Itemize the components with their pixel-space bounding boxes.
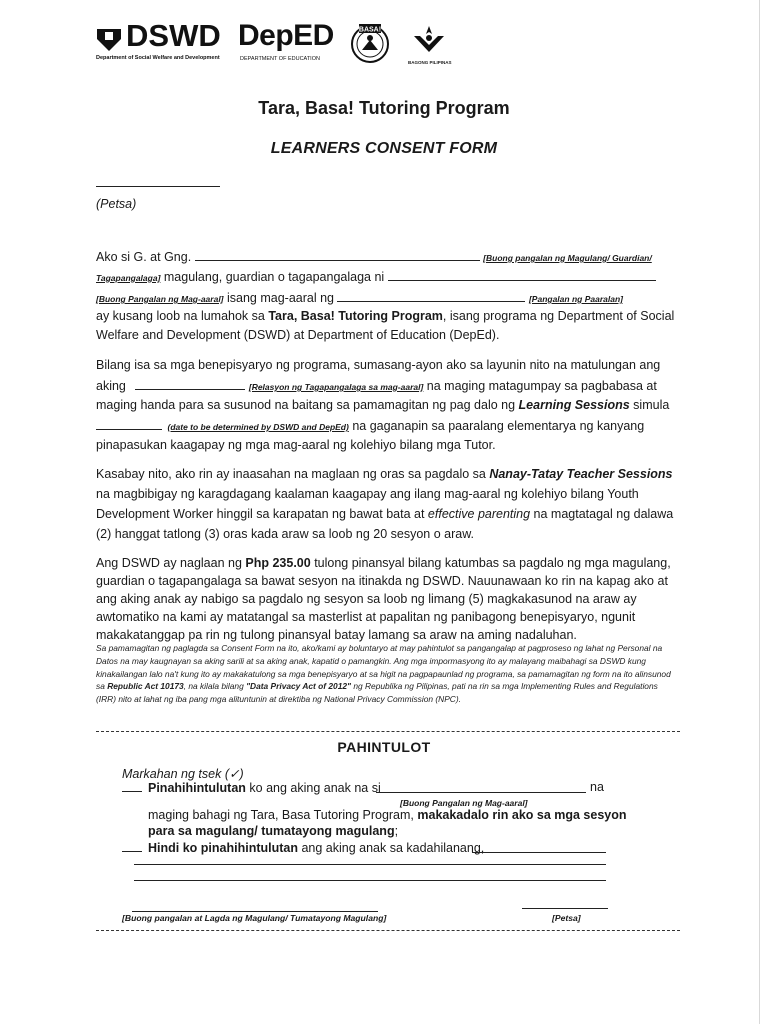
data-privacy-act: "Data Privacy Act of 2012" bbox=[246, 681, 352, 692]
deny-reason-line3[interactable] bbox=[134, 880, 606, 881]
para2-text: maging handa para sa susunod na baitang sa pamamagitan ng pag dalo ng bbox=[96, 398, 519, 412]
signature-field[interactable] bbox=[132, 911, 378, 912]
republic-act: Republic Act 10173 bbox=[107, 681, 184, 692]
para1-line1 bbox=[96, 248, 676, 265]
relationship-field[interactable] bbox=[135, 377, 245, 390]
deped-wordmark: DepED bbox=[238, 19, 334, 52]
allow-line3 bbox=[148, 824, 398, 838]
para4-line2: guardian o tagapangalaga sa bawat sesyon na itinakda ng DSWD. Nauunawaan ko rin na kapag ako at bbox=[96, 574, 668, 588]
consent-option-deny bbox=[122, 840, 484, 855]
guardian-hint: Tagapangalaga] bbox=[96, 273, 161, 283]
allow-attend-text: makakadalo rin ako sa mga sesyon bbox=[417, 808, 627, 822]
para2-line4 bbox=[96, 417, 676, 434]
allowance-amount: Php 235.00 bbox=[245, 556, 311, 570]
privacy-notice bbox=[96, 642, 680, 706]
para2-text: na gaganapin sa paaralang elementarya ng kanyang bbox=[348, 419, 645, 433]
privacy-text: Sa pamamagitan ng paglagda sa Consent Form na ito, ako/kami ay boluntaryo at may pahintulot sa pangangalap at pagproseso ng lahat ng Personal na Datos na may kaugnayan sa aking sarili at sa aking anak, kapatid o pamangkin. Ang mga impormasyong ito ay malayang maibahagi sa DSWD kung kinakailangan lalo na't kung ito ay makakatulong sa mga benepisyaryo at sa higit na pagpapaunlad ng programa, sa pamamagitan ng form na ito alinsunod sa bbox=[96, 643, 671, 692]
privacy-text: , na kilala bilang bbox=[183, 681, 247, 692]
para1-line2 bbox=[96, 268, 676, 285]
deny-reason-line2[interactable] bbox=[134, 864, 606, 865]
program-title: Tara, Basa! Tutoring Program bbox=[258, 98, 510, 118]
parent-name-field[interactable] bbox=[195, 248, 480, 261]
para1-text: ay kusang loob na lumahok sa bbox=[96, 309, 269, 323]
para1-line5: Welfare and Development (DSWD) at Department of Education (DepEd). bbox=[96, 328, 500, 342]
divider-bottom bbox=[96, 930, 680, 931]
dswd-emblem-icon bbox=[96, 26, 122, 52]
para2-text: aking bbox=[96, 379, 126, 393]
dswd-subtitle: Department of Social Welfare and Development bbox=[96, 55, 220, 61]
deny-checkbox[interactable] bbox=[122, 840, 142, 852]
para3-line4: (2) hanggat tatlong (3) oras kada araw sa loob ng 20 sesyon o araw. bbox=[96, 527, 475, 541]
privacy-text: ng Republika ng Pilipinas, pati na rin sa mga Implementing Rules and Regulations (IRR) nito at lahat ng iba pang mga alituntunin at direktiba ng National Privacy Commission (NPC). bbox=[96, 681, 658, 705]
para1-text: Ako si G. at Gng. bbox=[96, 250, 192, 264]
divider-top bbox=[96, 731, 680, 732]
check-instruction: Markahan ng tsek (✓) bbox=[122, 767, 244, 781]
para2-line1: Bilang isa sa mga benepisyaryo ng programa, sumasang-ayon ako sa layunin nito na matulungan ang bbox=[96, 358, 661, 372]
para1-line3 bbox=[96, 289, 676, 306]
allow-text: maging bahagi ng Tara, Basa Tutoring Program, bbox=[148, 808, 418, 822]
learning-sessions-term: Learning Sessions bbox=[518, 398, 630, 412]
consent-section-title: PAHINTULOT bbox=[337, 739, 431, 755]
date-label: (Petsa) bbox=[96, 197, 137, 211]
para2-text: simula bbox=[629, 398, 670, 412]
deny-text: ang aking anak sa kadahilanang, bbox=[297, 841, 485, 855]
para2-text: na maging matagumpay sa pagbabasa at bbox=[423, 379, 657, 393]
form-title: LEARNERS CONSENT FORM bbox=[270, 140, 498, 157]
para4-line5: makakatanggap pa rin ng tulong pinansyal batay lamang sa araw na aming nadaluhan. bbox=[96, 628, 577, 642]
school-name-hint: [Pangalan ng Paaralan] bbox=[528, 294, 623, 304]
allow-attend-text: para sa magulang/ tumatayong magulang bbox=[148, 824, 395, 838]
para3-text: Development Worker hinggil sa karapatan ng bawat bata at bbox=[96, 507, 428, 521]
consent-option-allow bbox=[122, 780, 381, 795]
allow-text-na: na bbox=[590, 780, 604, 794]
allow-text: ko ang aking anak na si bbox=[245, 781, 381, 795]
school-name-field[interactable] bbox=[337, 289, 525, 302]
para3-line3 bbox=[96, 506, 676, 522]
para4-text: Ang DSWD ay naglaan ng bbox=[96, 556, 246, 570]
learner-name-field[interactable] bbox=[388, 268, 656, 281]
relationship-hint: [Relasyon ng Tagapangalaga sa mag-aaral] bbox=[248, 382, 424, 392]
para3-line1 bbox=[96, 466, 676, 482]
start-date-field[interactable] bbox=[96, 417, 162, 430]
svg-text:BASA!: BASA! bbox=[358, 26, 382, 34]
signature-label: [Buong pangalan at Lagda ng Magulang/ Tumatayong Magulang] bbox=[122, 913, 387, 923]
tara-basa-logo-icon bbox=[348, 20, 392, 64]
program-name: Tara, Basa! Tutoring Program bbox=[268, 309, 443, 323]
date-field-line[interactable] bbox=[96, 186, 220, 187]
bagong-pilipinas-subtitle: BAGONG PILIPINAS bbox=[408, 60, 452, 65]
allow-text: ; bbox=[394, 824, 399, 838]
consent-learner-name-field[interactable] bbox=[376, 792, 586, 793]
para2-line3 bbox=[96, 397, 676, 413]
nanay-tatay-term: Nanay-Tatay Teacher Sessions bbox=[489, 467, 673, 481]
para2-line2 bbox=[96, 377, 676, 394]
para4-line3: ang aking anak ay nabigo sa pagdalo ng sesyon sa loob ng limang (5) magkakasunod na araw ay bbox=[96, 592, 637, 606]
allow-line2 bbox=[148, 808, 627, 822]
consent-learner-name-hint: [Buong Pangalan ng Mag-aaral] bbox=[400, 798, 528, 808]
para4-text: tulong pinansyal bilang katumbas sa pagdalo ng mga magulang, bbox=[310, 556, 671, 570]
learner-name-hint: [Buong Pangalan ng Mag-aaral] bbox=[96, 294, 224, 304]
deny-label: Hindi ko pinahihintulutan bbox=[148, 841, 298, 855]
para3-text: na magtatagal ng dalawa bbox=[530, 507, 674, 521]
deny-reason-field[interactable] bbox=[472, 852, 606, 853]
para3-text: Kasabay nito, ako rin ay inaasahan na maglaan ng oras sa pagdalo sa bbox=[96, 467, 490, 481]
para1-text: isang mag-aaral ng bbox=[223, 291, 334, 305]
bagong-pilipinas-logo-icon bbox=[412, 22, 446, 62]
allow-label: Pinahihintulutan bbox=[148, 781, 246, 795]
start-date-hint: (date to be determined by DSWD and DepEd) bbox=[167, 422, 349, 432]
para1-text: , isang programa ng Department of Social bbox=[442, 309, 675, 323]
para2-line5: pinapasukan kaagapay ng mga mag-aaral ng kolehiyo bilang mga Tutor. bbox=[96, 438, 496, 452]
para1-text: magulang, guardian o tagapangalaga ni bbox=[160, 270, 385, 284]
allow-checkbox[interactable] bbox=[122, 780, 142, 792]
para1-line4 bbox=[96, 308, 676, 324]
deped-subtitle: DEPARTMENT OF EDUCATION bbox=[240, 56, 320, 62]
signature-date-label: [Petsa] bbox=[552, 913, 581, 923]
para4-line4: awtomatiko na kami ay matatangal sa masterlist at papalitan ng panibagong benepisyaryo, ngunit bbox=[96, 610, 636, 624]
para4-line1 bbox=[96, 555, 676, 571]
effective-parenting-term: effective parenting bbox=[427, 507, 531, 521]
para3-line2: na magbibigay ng karagdagang kaalaman kaagapay ang ilang mag-aaral ng kolehiyo bilang Youth bbox=[96, 487, 639, 501]
signature-date-field[interactable] bbox=[522, 908, 608, 909]
parent-name-hint: [Buong pangalan ng Magulang/ Guardian/ bbox=[483, 253, 652, 263]
dswd-wordmark: DSWD bbox=[126, 18, 221, 53]
